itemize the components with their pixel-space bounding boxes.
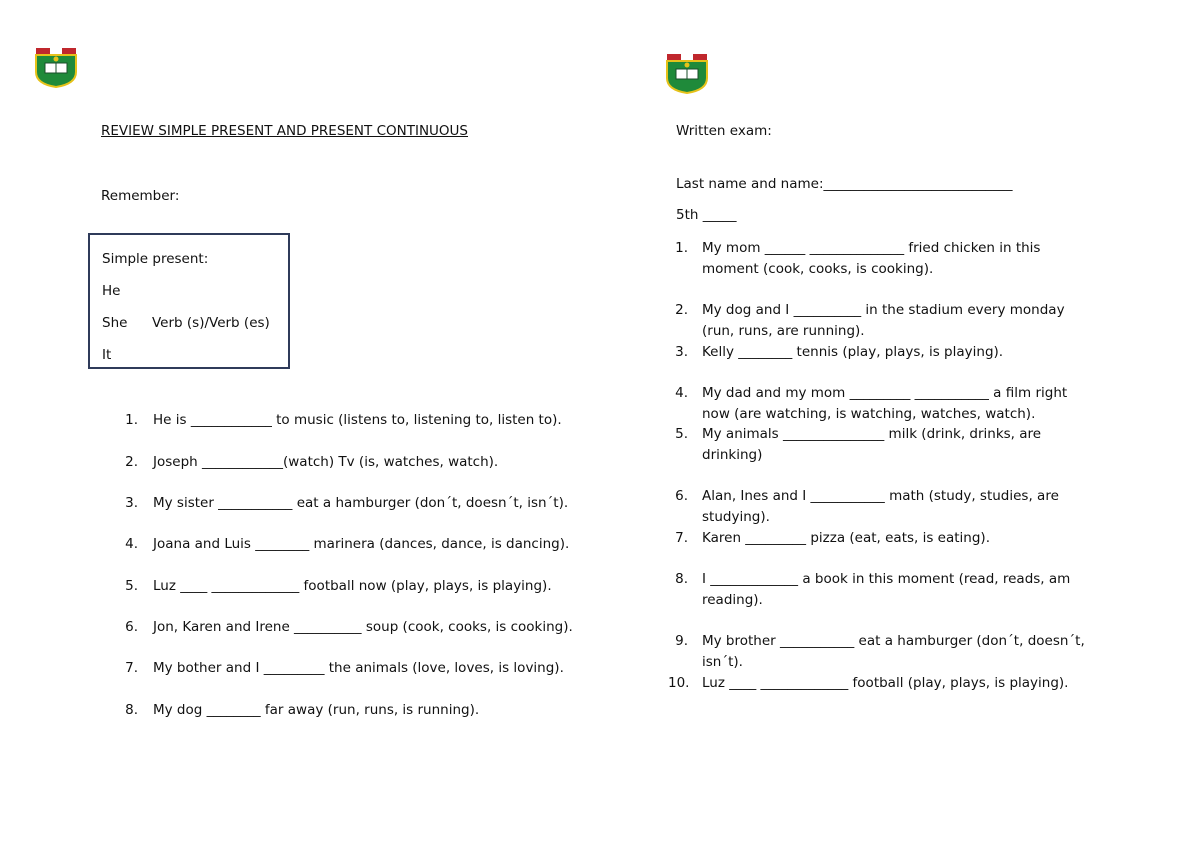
box-heading: Simple present: (102, 251, 209, 267)
worksheet-title: REVIEW SIMPLE PRESENT AND PRESENT CONTINUOUS (101, 123, 469, 139)
school-crest-logo-right (663, 52, 711, 94)
grade-line: 5th _____ (676, 207, 737, 223)
grammar-rule-box (88, 233, 290, 369)
remember-label: Remember: (101, 188, 180, 204)
pronoun-he: He (102, 283, 121, 299)
verb-rule: Verb (s)/Verb (es) (152, 315, 270, 331)
school-crest-logo-left (32, 46, 80, 88)
pronoun-she: She (102, 315, 128, 331)
pronoun-it: It (102, 347, 112, 363)
name-line: Last name and name:____________________________ (676, 176, 1013, 192)
exam-title: Written exam: (676, 123, 772, 139)
